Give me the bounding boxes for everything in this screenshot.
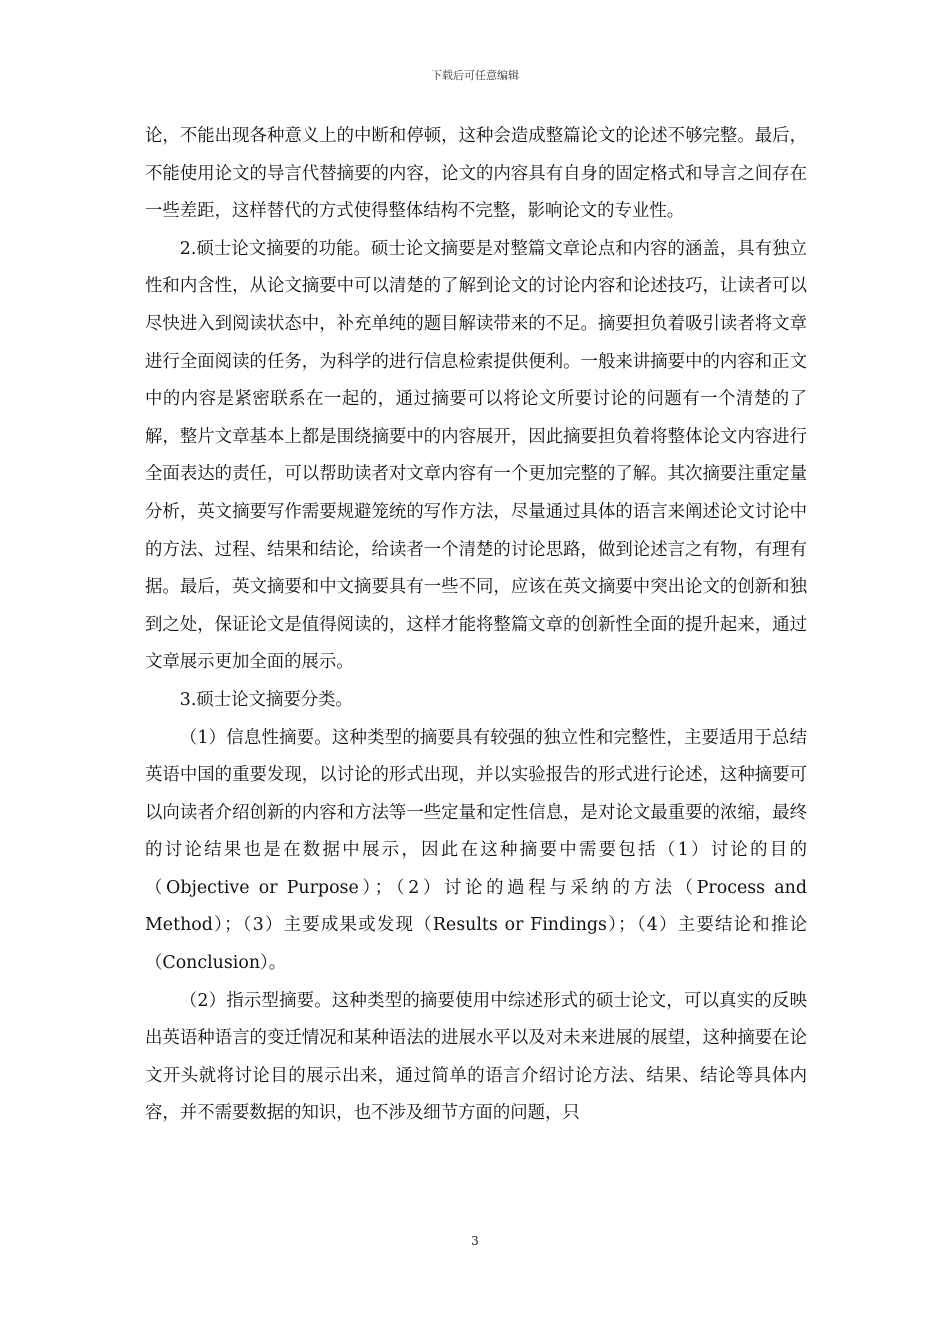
document-body xyxy=(145,118,807,1133)
page-number: 3 xyxy=(471,1234,479,1248)
paragraph-indicative-abstract: （2）指示型摘要。这种类型的摘要使用中综述形式的硕士论文，可以真实的反映出英语种语言的变迁情况和某种语法的进展水平以及对未来进展的展望，这种摘要在论文开头就将讨论目的展示出来，通过简单的语言介绍讨论方法、结果、结论等具体内容，并不需要数据的知识，也不涉及细节方面的问题，只 xyxy=(145,990,807,1124)
page-header: 下载后可任意编辑 xyxy=(431,69,519,82)
paragraph-continuation: 论，不能出现各种意义上的中断和停顿，这种会造成整篇论文的论述不够完整。最后，不能使用论文的导言代替摘要的内容，论文的内容具有自身的固定格式和导言之间存在一些差距，这样替代的方式使得整体结构不完整，影响论文的专业性。 xyxy=(145,126,807,222)
paragraph-abstract-types-heading: 3.硕士论文摘要分类。 xyxy=(179,689,353,710)
paragraph-abstract-function: 2.硕士论文摘要的功能。硕士论文摘要是对整篇文章论点和内容的涵盖，具有独立性和内含性，从论文摘要中可以清楚的了解到论文的讨论内容和论述技巧，让读者可以尽快进入到阅读状态中，补充单纯的题目解读带来的不足。摘要担负着吸引读者将文章进行全面阅读的任务，为科学的进行信息检索提供便利。一般来讲摘要中的内容和正文中的内容是紧密联系在一起的，通过摘要可以将论文所要讨论的问题有一个清楚的了解，整片文章基本上都是围绕摘要中的内容展开，因此摘要担负着将整体论文内容进行全面表达的责任，可以帮助读者对文章内容有一个更加完整的了解。其次摘要注重定量分析，英文摘要写作需要规避笼统的写作方法，尽量通过具体的语言来阐述论文讨论中的方法、过程、结果和结论，给读者一个清楚的讨论思路，做到论述言之有物，有理有据。最后，英文摘要和中文摘要具有一些不同，应该在英文摘要中突出论文的创新和独到之处，保证论文是值得阅读的，这样才能将整篇文章的创新性全面的提升起来，通过文章展示更加全面的展示。 xyxy=(145,238,807,673)
paragraph-informative-abstract: （1）信息性摘要。这种类型的摘要具有较强的独立性和完整性，主要适用于总结英语中国的重要发现，以讨论的形式出现，并以实验报告的形式进行论述，这种摘要可以向读者介绍创新的内容和方法等一些定量和定性信息，是对论文最重要的浓缩，最终的讨论结果也是在数据中展示，因此在这种摘要中需要包括（1）讨论的目的（Objective or Purpose）；（2）讨论的過程与采纳的方法（Process and Method）；（3）主要成果或发现（Results or Findings）；（4）主要结论和推论（Conclusion）。 xyxy=(145,727,807,974)
